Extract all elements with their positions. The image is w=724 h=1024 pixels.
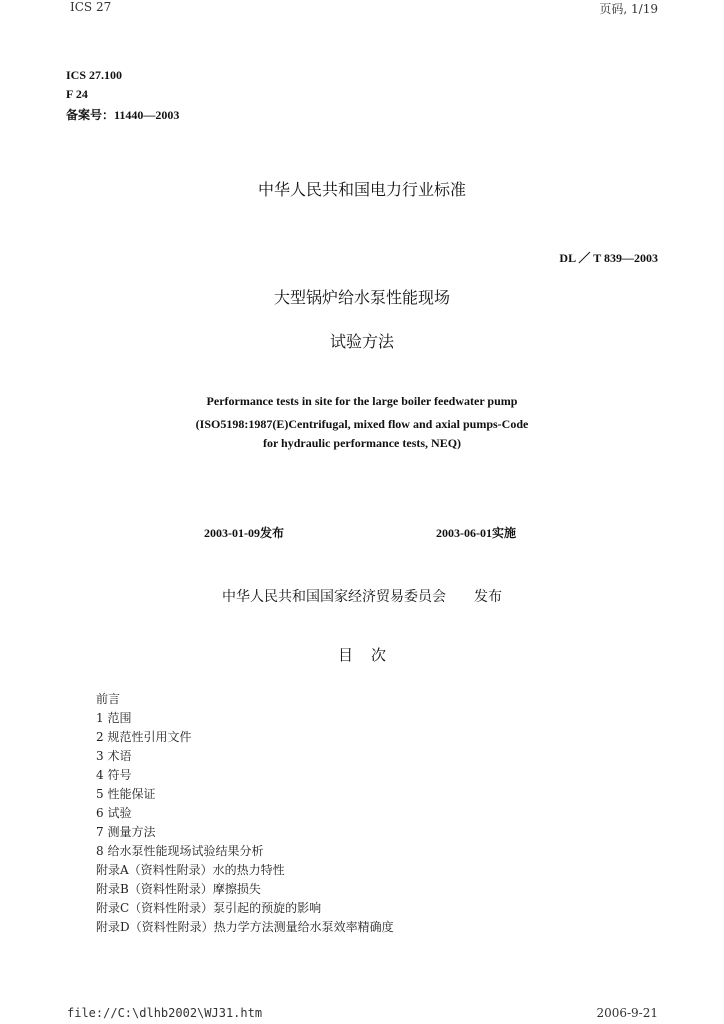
toc-item-appendix-d[interactable]: 附录D（资料性附录）热力学方法测量给水泵效率精确度	[96, 920, 394, 934]
toc-item-terms[interactable]: 3 术语	[96, 749, 132, 763]
issue-date: 2003-01-09发布	[204, 526, 284, 540]
ics-code: ICS 27.100	[66, 68, 123, 82]
issuer-name: 中华人民共和国国家经济贸易委员会	[222, 589, 446, 605]
toc-title: 目次	[337, 646, 404, 664]
implementation-date: 2003-06-01实施	[436, 526, 516, 540]
print-date: 2006-9-21	[596, 1006, 658, 1020]
toc-item-symbols[interactable]: 4 符号	[96, 768, 132, 782]
table-of-contents	[96, 690, 394, 937]
toc-item-appendix-a[interactable]: 附录A（资料性附录）水的热力特性	[96, 863, 285, 877]
toc-item-performance-guarantee[interactable]: 5 性能保证	[96, 787, 156, 801]
toc-item-foreword[interactable]: 前言	[96, 692, 121, 706]
title-en-line3: for hydraulic performance tests, NEQ)	[262, 436, 462, 450]
header-left-text: ICS 27	[70, 0, 112, 14]
title-en-line1: Performance tests in site for the large boiler feedwater pump	[206, 394, 518, 408]
issuer-label: 发布	[474, 589, 502, 605]
page-number: 页码, 1/19	[599, 2, 658, 16]
toc-item-measurement-methods[interactable]: 7 测量方法	[96, 825, 156, 839]
classification-code: F 24	[66, 87, 88, 101]
title-cn-line2: 试验方法	[329, 332, 394, 351]
title-en-line2: (ISO5198:1987(E)Centrifugal, mixed flow and axial pumps-Code	[195, 417, 529, 431]
toc-item-appendix-c[interactable]: 附录C（资料性附录）泵引起的预旋的影响	[96, 901, 322, 915]
toc-item-tests[interactable]: 6 试验	[96, 806, 132, 820]
title-cn-line1: 大型锅炉给水泵性能现场	[273, 288, 450, 307]
file-path: file://C:\dlhb2002\WJ31.htm	[67, 1006, 263, 1020]
registration-number: 备案号：11440—2003	[66, 108, 180, 122]
toc-item-result-analysis[interactable]: 8 给水泵性能现场试验结果分析	[96, 844, 264, 858]
standard-number: DL ／ T 839—2003	[559, 251, 658, 265]
toc-item-normative-references[interactable]: 2 规范性引用文件	[96, 730, 192, 744]
toc-item-scope[interactable]: 1 范围	[96, 711, 132, 725]
toc-item-appendix-b[interactable]: 附录B（资料性附录）摩擦损失	[96, 882, 261, 896]
standard-body-title: 中华人民共和国电力行业标准	[257, 180, 466, 199]
